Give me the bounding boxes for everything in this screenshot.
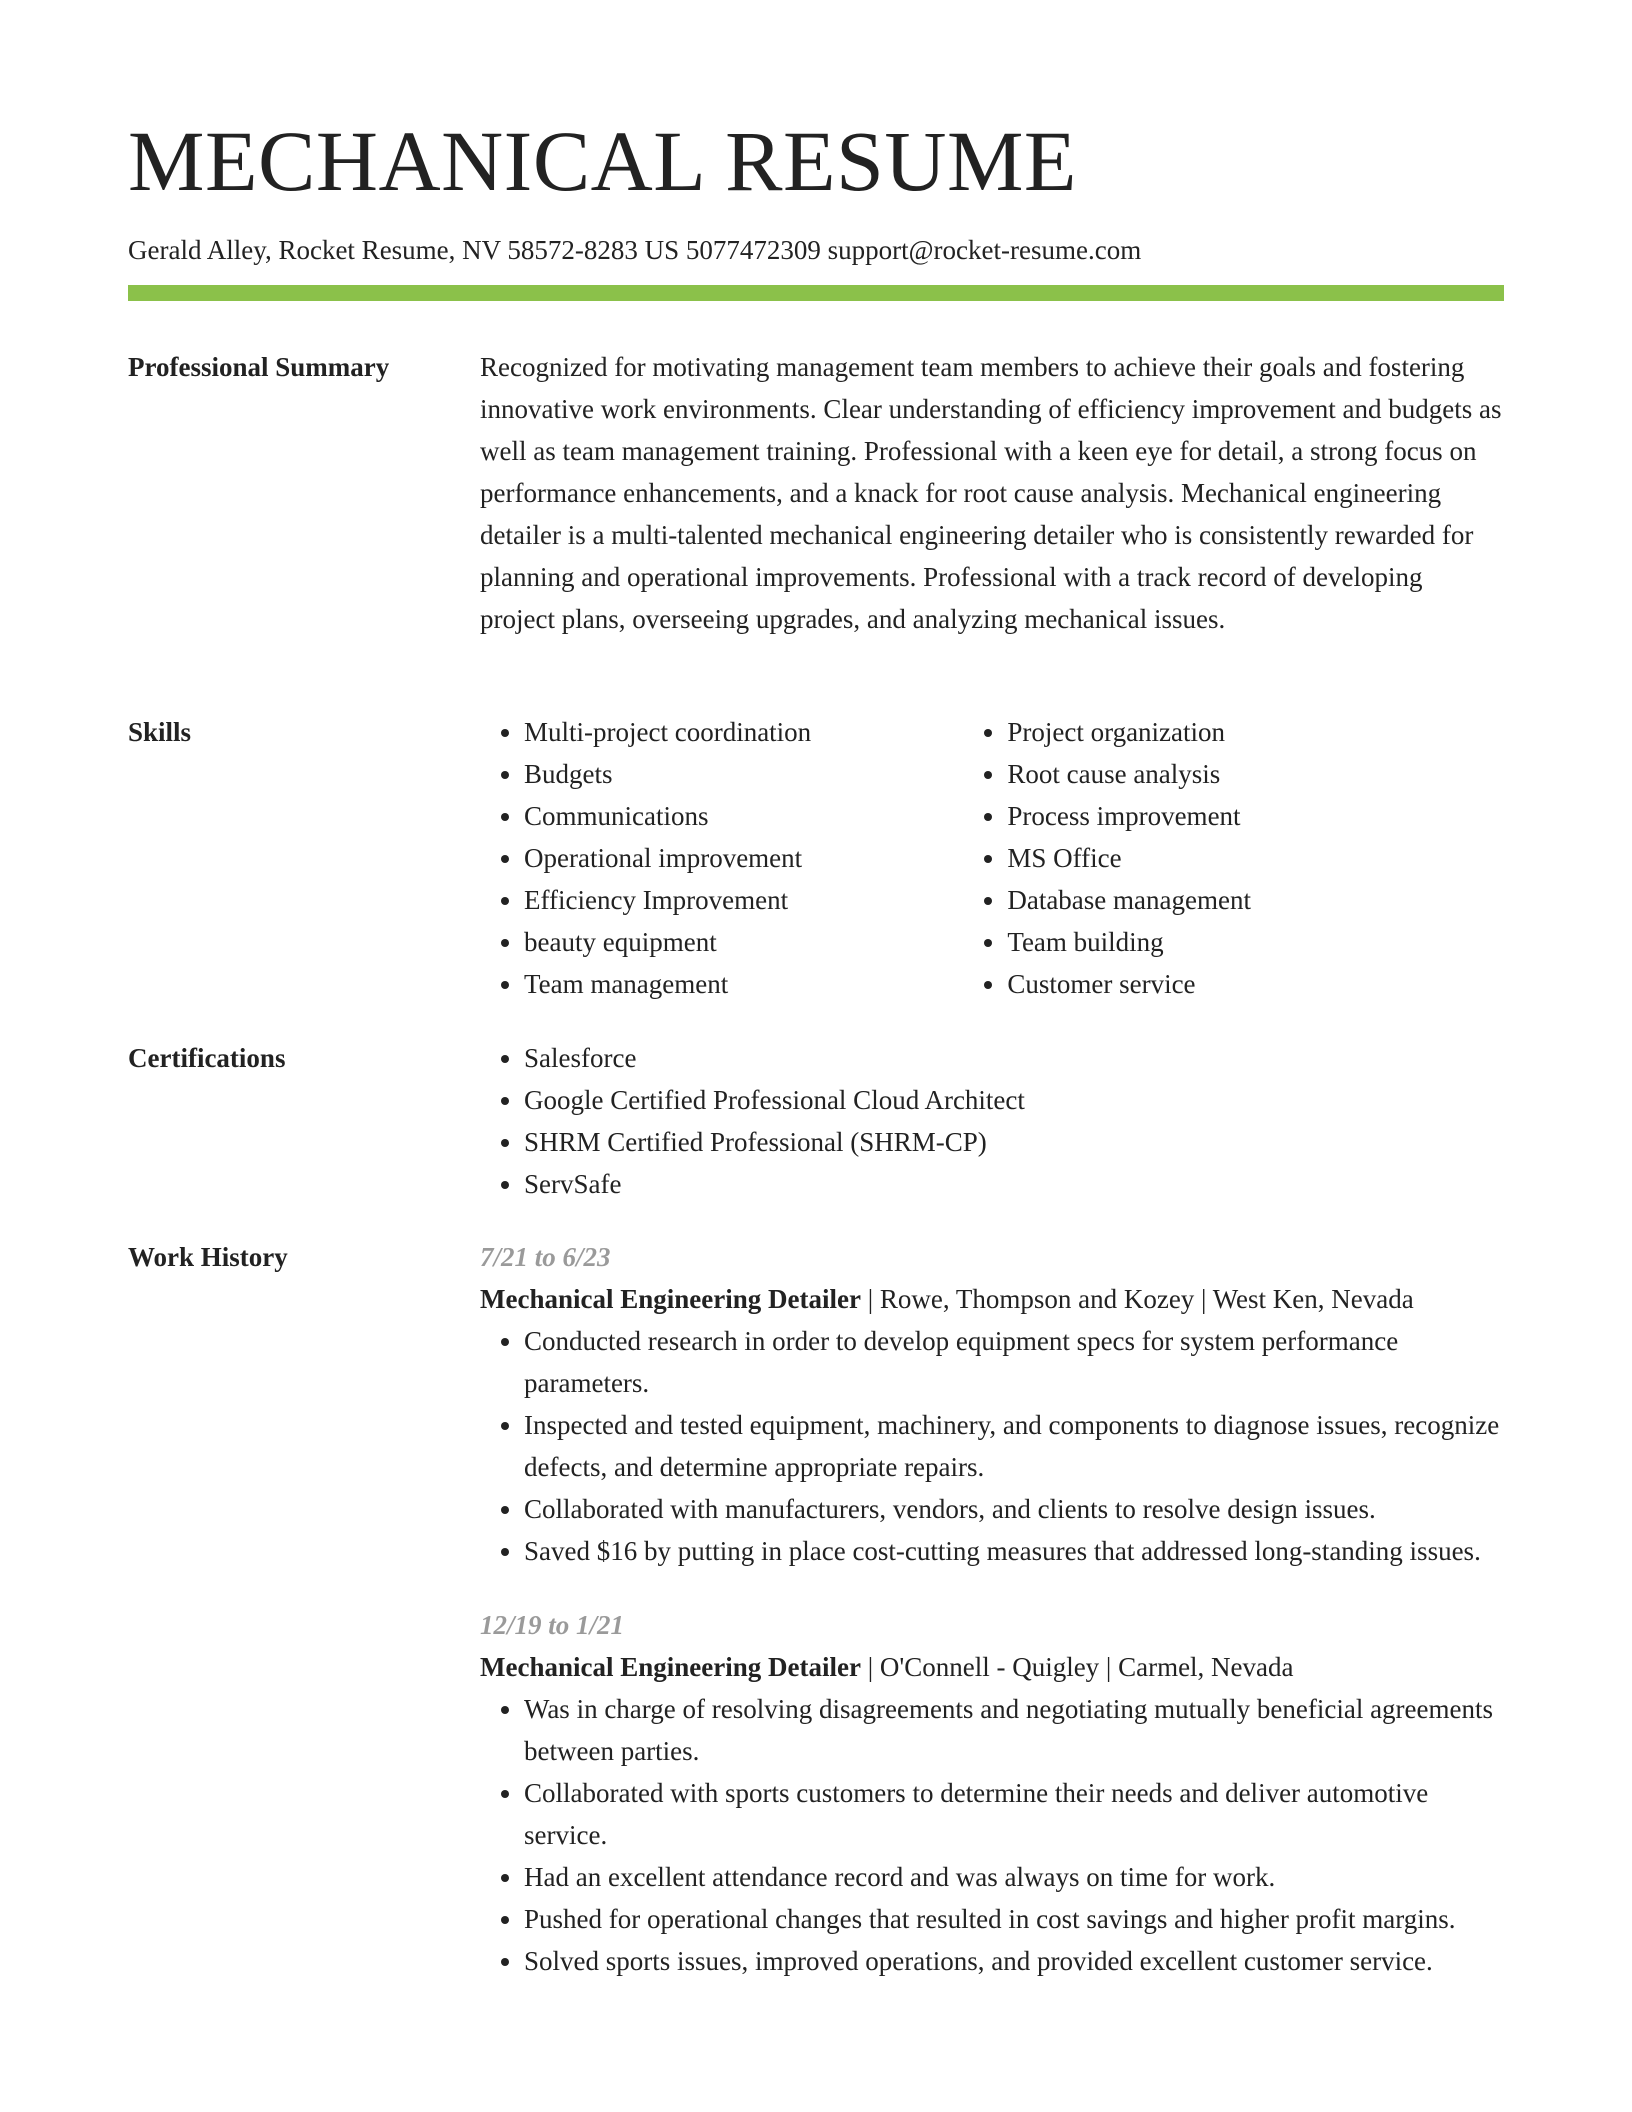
summary-heading: Professional Summary [128, 352, 390, 382]
job-heading-line [480, 1646, 1504, 1688]
job-bullet: • Inspected and tested equipment, machinery, and components to diagnose issues, recognize defects, and determine appropriate repairs. [524, 1404, 1504, 1488]
skill-item: • Process improvement [1007, 795, 1504, 837]
skill-item: • Team building [1007, 921, 1504, 963]
job-bullet: • Solved sports issues, improved operations, and provided excellent customer service. [524, 1940, 1504, 1982]
skill-item: • Multi-project coordination [524, 711, 963, 753]
job-bullet: • Collaborated with manufacturers, vendors, and clients to resolve design issues. [524, 1488, 1504, 1530]
certifications-body [480, 1037, 1504, 1205]
work-history-heading: Work History [128, 1242, 288, 1272]
job-bullet: • Saved $16 by putting in place cost-cutting measures that addressed long-standing issues. [524, 1530, 1504, 1572]
job-title: Mechanical Engineering Detailer [480, 1652, 861, 1682]
skill-item: • Budgets [524, 753, 963, 795]
job-bullet: • Had an excellent attendance record and was always on time for work. [524, 1856, 1504, 1898]
certification-item: • ServSafe [524, 1163, 1504, 1205]
skills-list-left [480, 711, 963, 1005]
certifications-heading: Certifications [128, 1043, 286, 1073]
summary-text: Recognized for motivating management team members to achieve their goals and fostering innovative work environments. Clear understanding of efficiency improvement and budgets as well as team management training. Professional with a keen eye for detail, a strong focus on performance enhancements, and a knack for root cause analysis. Mechanical engineering detailer is a multi-talented mechanical engineering detailer who is consistently rewarded for planning and operational improvements. Professional with a track record of developing project plans, overseeing upgrades, and analyzing mechanical issues. [480, 352, 1502, 634]
job-employer-location: | Rowe, Thompson and Kozey | West Ken, Nevada [860, 1284, 1414, 1314]
job-entry [480, 1604, 1504, 1982]
skill-item: • beauty equipment [524, 921, 963, 963]
job-bullet: • Collaborated with sports customers to determine their needs and deliver automotive service. [524, 1772, 1504, 1856]
skill-item: • Database management [1007, 879, 1504, 921]
skill-item: • Communications [524, 795, 963, 837]
skill-item: • Efficiency Improvement [524, 879, 963, 921]
job-bullet: • Was in charge of resolving disagreements and negotiating mutually beneficial agreements between parties. [524, 1688, 1504, 1772]
skill-item: • Project organization [1007, 711, 1504, 753]
job-bullet: • Conducted research in order to develop equipment specs for system performance parameters. [524, 1320, 1504, 1404]
skill-item: • Customer service [1007, 963, 1504, 1005]
contact-line: Gerald Alley, Rocket Resume, NV 58572-8283 US 5077472309 support@rocket-resume.com [128, 235, 1142, 265]
skill-item: • Operational improvement [524, 837, 963, 879]
job-dates: 7/21 to 6/23 [480, 1242, 611, 1272]
certification-item: • Google Certified Professional Cloud Architect [524, 1079, 1504, 1121]
certifications-list [480, 1037, 1504, 1205]
job-heading-line [480, 1278, 1504, 1320]
skill-item: • MS Office [1007, 837, 1504, 879]
certification-item: • SHRM Certified Professional (SHRM-CP) [524, 1121, 1504, 1163]
job-dates: 12/19 to 1/21 [480, 1610, 625, 1640]
certification-item: • Salesforce [524, 1037, 1504, 1079]
job-entry [480, 1236, 1504, 1572]
skill-item: • Team management [524, 963, 963, 1005]
skills-body [480, 711, 1504, 1005]
work-history-body [480, 1236, 1504, 1982]
skills-heading: Skills [128, 717, 192, 747]
skills-list-right [963, 711, 1504, 1005]
header-accent-rule [128, 285, 1504, 301]
job-title: Mechanical Engineering Detailer [480, 1284, 861, 1314]
skill-item: • Root cause analysis [1007, 753, 1504, 795]
summary-body [480, 346, 1504, 640]
job-employer-location: | O'Connell - Quigley | Carmel, Nevada [860, 1652, 1294, 1682]
job-bullets [480, 1320, 1504, 1572]
job-bullet: • Pushed for operational changes that resulted in cost savings and higher profit margins. [524, 1898, 1504, 1940]
job-bullets [480, 1688, 1504, 1982]
resume-title: MECHANICAL RESUME [128, 113, 1077, 209]
